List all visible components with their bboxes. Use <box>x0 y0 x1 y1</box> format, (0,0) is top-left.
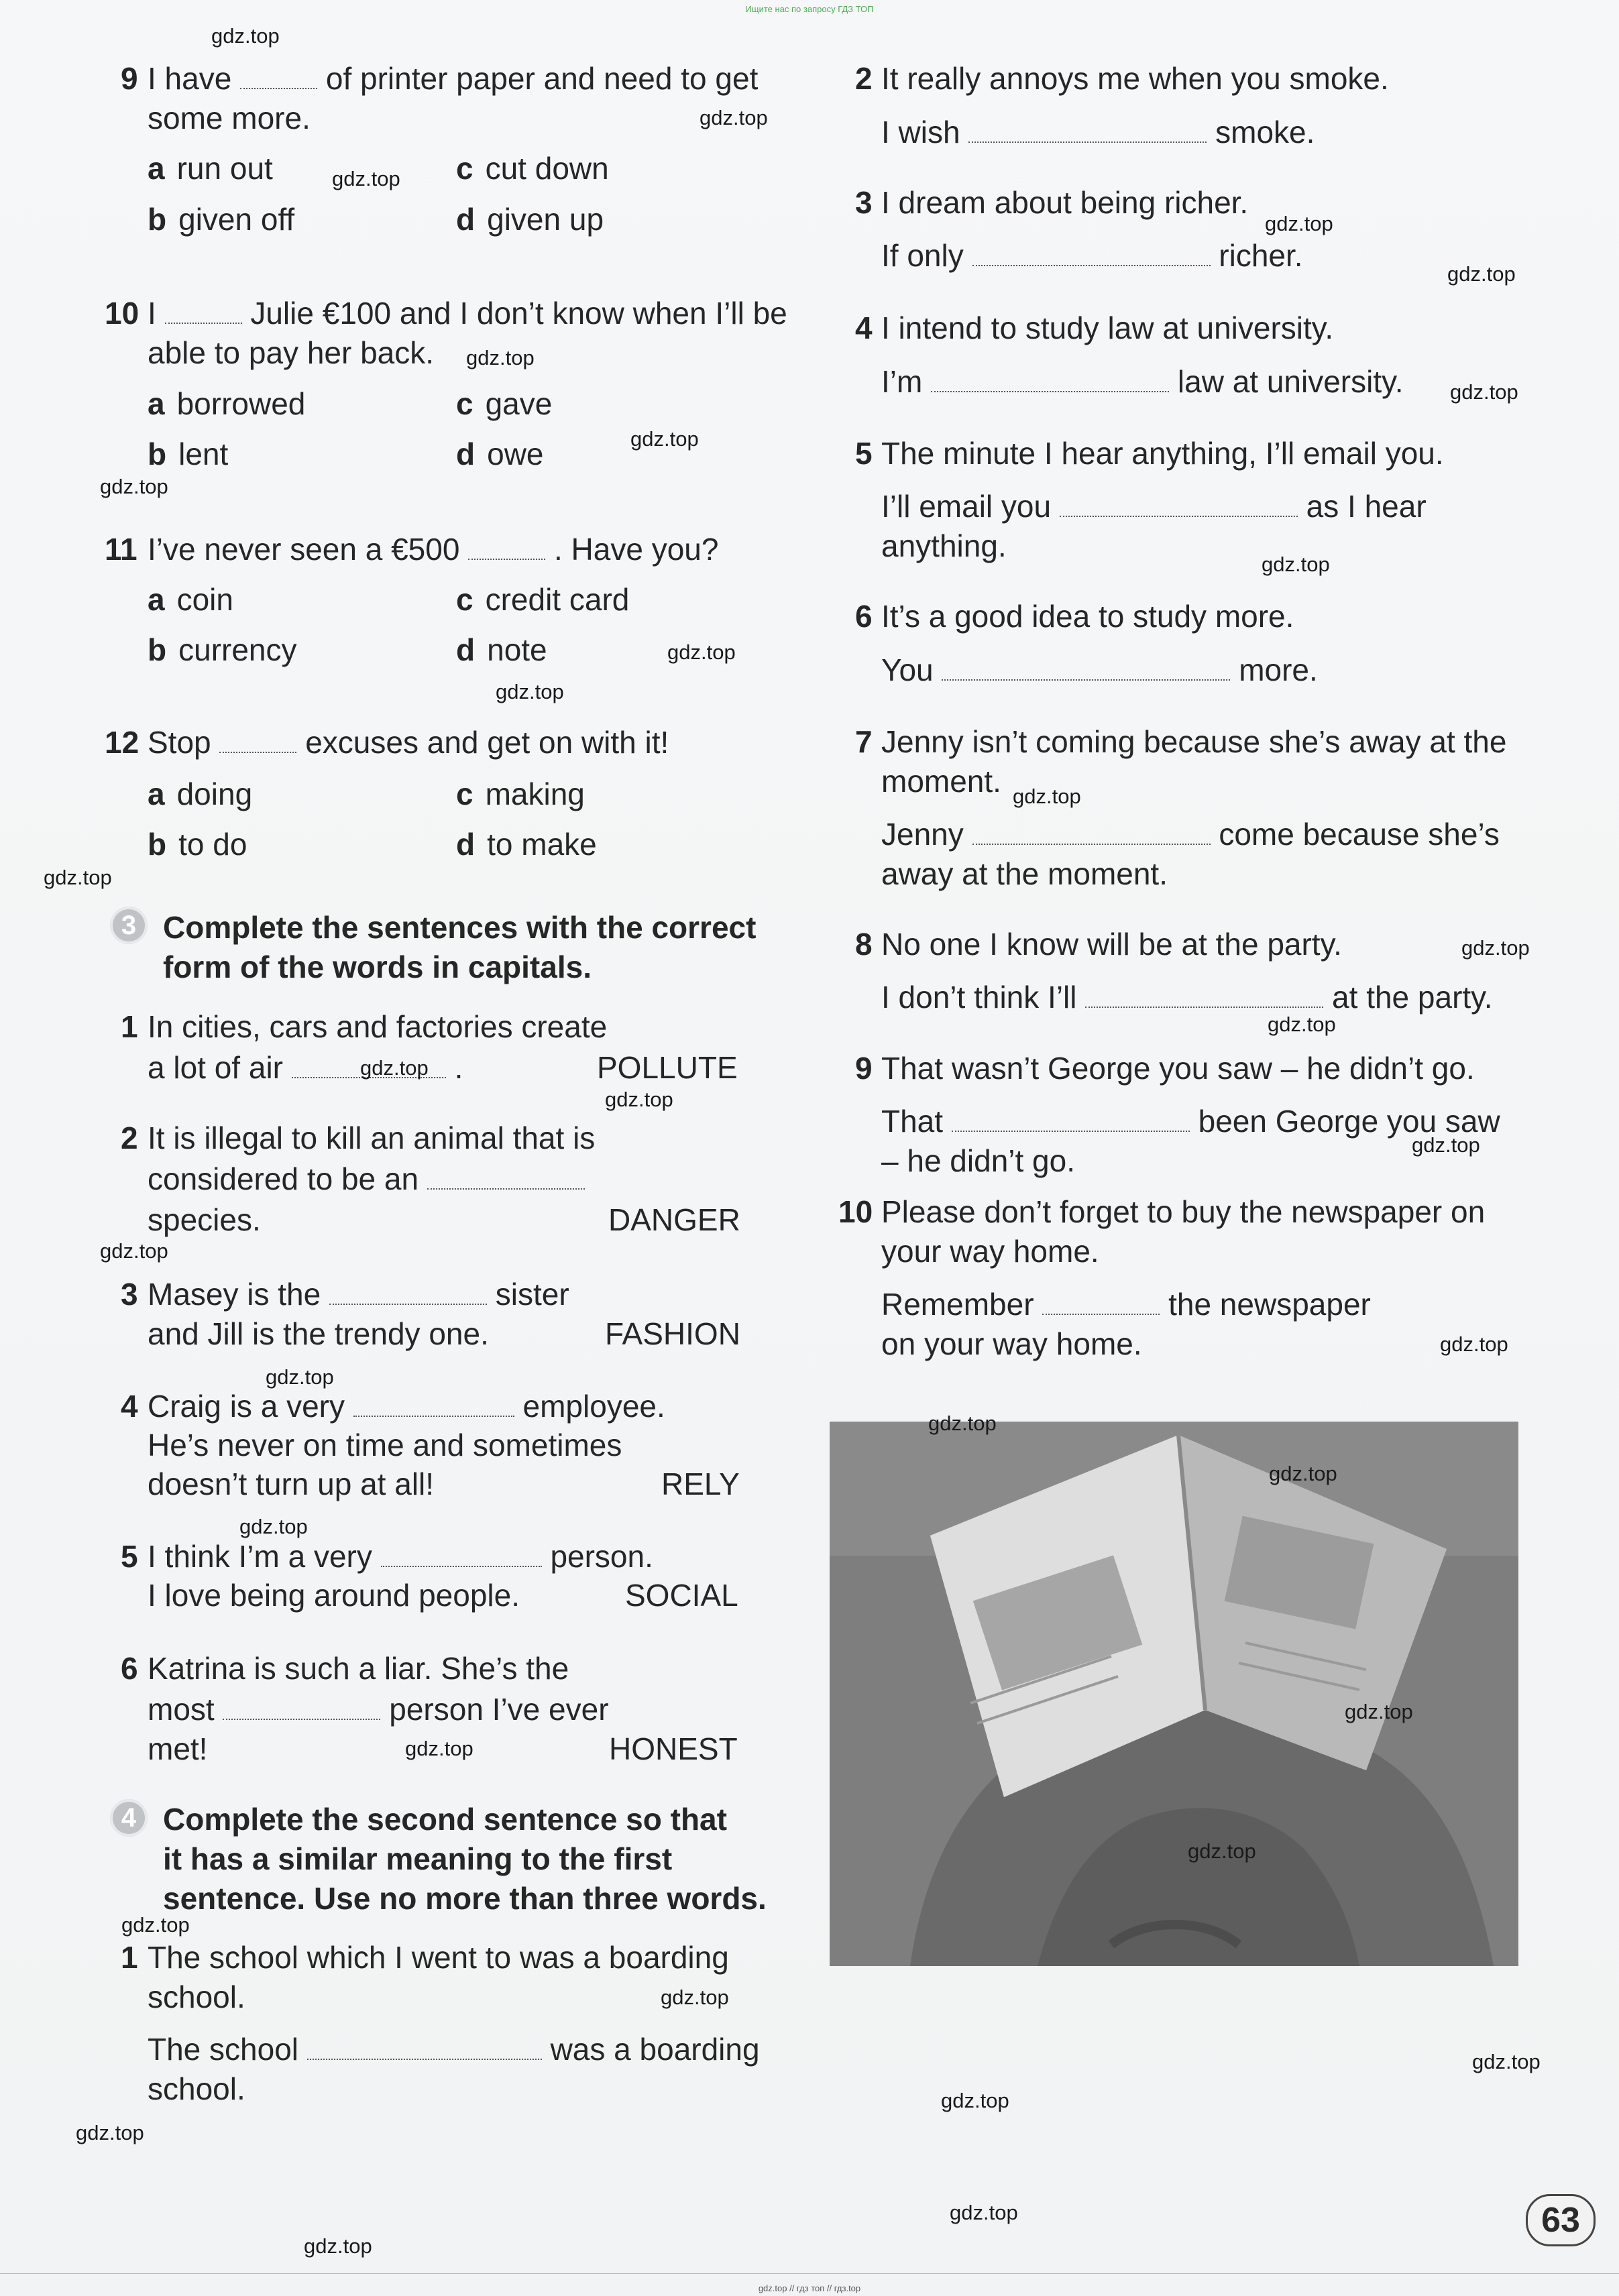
question-number: 10 <box>105 296 139 331</box>
question-number: 7 <box>855 724 873 759</box>
watermark-text: gdz.top <box>266 1365 334 1389</box>
watermark-text: gdz.top <box>605 1088 673 1111</box>
question-text: The school which I went to was a boarding <box>148 1940 729 1975</box>
answer-blank[interactable] <box>972 819 1211 845</box>
answer-line: anything. <box>881 528 1007 563</box>
option-a[interactable]: a coin <box>148 582 233 617</box>
question-number: 6 <box>855 599 873 634</box>
option-a[interactable]: a borrowed <box>148 386 306 421</box>
answer-blank[interactable] <box>240 64 317 89</box>
watermark-text: gdz.top <box>1269 1462 1337 1485</box>
option-d[interactable]: d to make <box>456 827 597 862</box>
watermark-text: gdz.top <box>121 1913 190 1937</box>
question-number: 4 <box>121 1389 138 1424</box>
question-text: I dream about being richer. <box>881 185 1249 220</box>
question-number: 10 <box>838 1194 873 1229</box>
capital-word: HONEST <box>609 1731 738 1766</box>
watermark-text: gdz.top <box>1440 1332 1508 1356</box>
watermark-text: gdz.top <box>100 1239 168 1263</box>
answer-blank[interactable] <box>381 1542 542 1567</box>
site-tag: Ищите нас по запросу ГДЗ ТОП <box>745 4 874 14</box>
question-text: Stop excuses and get on with it! <box>148 725 669 760</box>
question-text: I’ve never seen a €500 . Have you? <box>148 532 719 567</box>
question-text: considered to be an <box>148 1159 585 1199</box>
question-number: 11 <box>105 532 137 567</box>
watermark-text: gdz.top <box>304 2234 372 2258</box>
question-text: Craig is a very employee. <box>148 1389 665 1424</box>
watermark-text: gdz.top <box>1013 785 1081 808</box>
answer-blank[interactable] <box>223 1695 380 1720</box>
answer-blank[interactable] <box>972 241 1211 266</box>
exercise-number-badge: 4 <box>110 1799 148 1837</box>
capital-word: DANGER <box>608 1202 740 1237</box>
option-c[interactable]: c cut down <box>456 151 609 186</box>
photo-person-with-newspaper <box>830 1422 1518 1966</box>
watermark-text: gdz.top <box>700 106 768 129</box>
answer-blank[interactable] <box>1060 492 1298 517</box>
watermark-text: gdz.top <box>1450 380 1518 404</box>
answer-blank[interactable] <box>468 534 545 560</box>
watermark-text: gdz.top <box>466 346 535 369</box>
answer-line: That been George you saw <box>881 1104 1500 1139</box>
question-text: species. <box>148 1202 261 1237</box>
watermark-text: gdz.top <box>1262 553 1330 576</box>
watermark-text: gdz.top <box>239 1515 308 1538</box>
watermark-text: gdz.top <box>76 2121 144 2144</box>
question-text: I have of printer paper and need to get <box>148 61 759 96</box>
answer-line: on your way home. <box>881 1326 1142 1361</box>
watermark-text: gdz.top <box>1447 262 1516 286</box>
exercise-instruction: form of the words in capitals. <box>163 950 592 984</box>
option-b[interactable]: b lent <box>148 437 229 471</box>
watermark-text: gdz.top <box>941 2089 1009 2112</box>
option-d[interactable]: d note <box>456 632 547 667</box>
watermark-text: gdz.top <box>1345 1700 1413 1723</box>
answer-blank[interactable] <box>165 298 242 324</box>
exercise-instruction: sentence. Use no more than three words. <box>163 1881 767 1916</box>
question-text: able to pay her back. <box>148 335 435 370</box>
exercise-instruction: Complete the second sentence so that <box>163 1802 727 1837</box>
watermark-text: gdz.top <box>405 1737 473 1760</box>
question-text: Please don’t forget to buy the newspaper on <box>881 1194 1486 1229</box>
question-text: most person I’ve ever <box>148 1692 609 1727</box>
question-number: 1 <box>121 1940 138 1975</box>
answer-blank[interactable] <box>219 728 296 753</box>
watermark-text: gdz.top <box>1268 1013 1336 1036</box>
answer-line: I wish smoke. <box>881 115 1315 150</box>
watermark-text: gdz.top <box>1461 936 1530 960</box>
option-b[interactable]: b to do <box>148 827 247 862</box>
option-d[interactable]: d owe <box>456 437 544 471</box>
answer-blank[interactable] <box>329 1279 487 1305</box>
question-text: Masey is the sister <box>148 1277 569 1312</box>
watermark-text: gdz.top <box>661 1986 729 2009</box>
question-text: I love being around people. <box>148 1578 520 1613</box>
watermark-text: gdz.top <box>211 24 280 48</box>
answer-line: If only richer. <box>881 238 1303 273</box>
watermark-text: gdz.top <box>1412 1133 1480 1157</box>
watermark-text: gdz.top <box>950 2201 1018 2224</box>
question-number: 9 <box>855 1051 873 1086</box>
answer-blank[interactable] <box>968 117 1207 143</box>
answer-blank[interactable] <box>353 1391 514 1417</box>
answer-line: I don’t think I’ll at the party. <box>881 980 1493 1015</box>
footer-tag: gdz.top // гдз топ // гдз.top <box>758 2283 861 2293</box>
question-text: That wasn’t George you saw – he didn’t go. <box>881 1051 1475 1086</box>
answer-blank[interactable] <box>1042 1289 1160 1315</box>
answer-line: away at the moment. <box>881 856 1168 891</box>
watermark-text: gdz.top <box>630 427 699 451</box>
watermark-text: gdz.top <box>332 167 400 190</box>
question-number: 2 <box>121 1121 138 1155</box>
question-text: moment. <box>881 764 1001 799</box>
question-text: It is illegal to kill an animal that is <box>148 1121 596 1155</box>
watermark-text: gdz.top <box>100 475 168 498</box>
watermark-text: gdz.top <box>1188 1839 1256 1863</box>
page-edge-line <box>0 2273 1619 2274</box>
answer-line: school. <box>148 2071 245 2106</box>
watermark-text: gdz.top <box>44 866 112 889</box>
question-text: No one I know will be at the party. <box>881 927 1342 962</box>
question-number: 2 <box>855 61 873 96</box>
answer-blank[interactable] <box>307 2034 542 2060</box>
question-number: 5 <box>855 436 873 471</box>
answer-line: The school was a boarding <box>148 2032 760 2067</box>
answer-line: – he didn’t go. <box>881 1143 1076 1178</box>
question-text: In cities, cars and factories create <box>148 1009 608 1044</box>
newspaper-photo-image <box>830 1422 1518 1966</box>
question-number: 8 <box>855 927 873 962</box>
question-text: It really annoys me when you smoke. <box>881 61 1389 96</box>
capital-word: RELY <box>661 1467 740 1501</box>
question-text: It’s a good idea to study more. <box>881 599 1294 634</box>
question-number: 5 <box>121 1539 138 1574</box>
exercise-instruction: it has a similar meaning to the first <box>163 1841 673 1876</box>
exercise-instruction: Complete the sentences with the correct <box>163 910 757 945</box>
capital-word: POLLUTE <box>597 1050 738 1085</box>
question-text: The minute I hear anything, I’ll email you. <box>881 436 1444 471</box>
watermark-text: gdz.top <box>1472 2050 1541 2073</box>
answer-line: Remember the newspaper <box>881 1287 1371 1322</box>
question-number: 3 <box>121 1277 138 1312</box>
capital-word: FASHION <box>605 1316 740 1351</box>
answer-blank[interactable] <box>931 367 1169 392</box>
question-text: I think I’m a very person. <box>148 1539 653 1574</box>
question-number: 12 <box>105 725 139 760</box>
question-text: Katrina is such a liar. She’s the <box>148 1651 569 1686</box>
option-b[interactable]: b given off <box>148 202 295 237</box>
option-d[interactable]: d given up <box>456 202 604 237</box>
question-text: a lot of air . <box>148 1050 463 1085</box>
answer-line: I’ll email you as I hear <box>881 489 1427 524</box>
answer-blank[interactable] <box>427 1164 585 1190</box>
watermark-text: gdz.top <box>928 1412 997 1435</box>
answer-blank[interactable] <box>1085 982 1323 1008</box>
question-number: 6 <box>121 1651 138 1686</box>
question-number: 3 <box>855 185 873 220</box>
question-number: 4 <box>855 310 873 345</box>
question-text: your way home. <box>881 1234 1099 1269</box>
question-text: and Jill is the trendy one. <box>148 1316 489 1351</box>
question-text: some more. <box>148 101 311 135</box>
watermark-text: gdz.top <box>1265 212 1333 235</box>
question-text: I Julie €100 and I don’t know when I’ll be <box>148 296 787 331</box>
capital-word: SOCIAL <box>625 1578 738 1613</box>
watermark-text: gdz.top <box>667 640 736 664</box>
answer-line: You more. <box>881 652 1318 687</box>
question-text: met! <box>148 1731 208 1766</box>
watermark-text: gdz.top <box>360 1056 429 1080</box>
question-text: I intend to study law at university. <box>881 310 1334 345</box>
answer-blank[interactable] <box>952 1106 1190 1132</box>
answer-blank[interactable] <box>942 655 1230 681</box>
watermark-text: gdz.top <box>496 680 564 703</box>
question-text: He’s never on time and sometimes <box>148 1428 622 1462</box>
option-a[interactable]: a run out <box>148 151 273 186</box>
question-text: doesn’t turn up at all! <box>148 1467 435 1501</box>
exercise-number-badge: 3 <box>110 907 148 944</box>
answer-line: I’m law at university. <box>881 364 1404 399</box>
option-c[interactable]: c credit card <box>456 582 630 617</box>
question-text: Jenny isn’t coming because she’s away at the <box>881 724 1507 759</box>
option-b[interactable]: b currency <box>148 632 297 667</box>
question-number: 1 <box>121 1009 138 1044</box>
answer-line: Jenny come because she’s <box>881 817 1500 852</box>
option-c[interactable]: c gave <box>456 386 553 421</box>
page-number: 63 <box>1526 2194 1596 2246</box>
question-number: 9 <box>121 61 138 96</box>
option-a[interactable]: a doing <box>148 777 253 811</box>
option-c[interactable]: c making <box>456 777 585 811</box>
question-text: school. <box>148 1979 245 2014</box>
